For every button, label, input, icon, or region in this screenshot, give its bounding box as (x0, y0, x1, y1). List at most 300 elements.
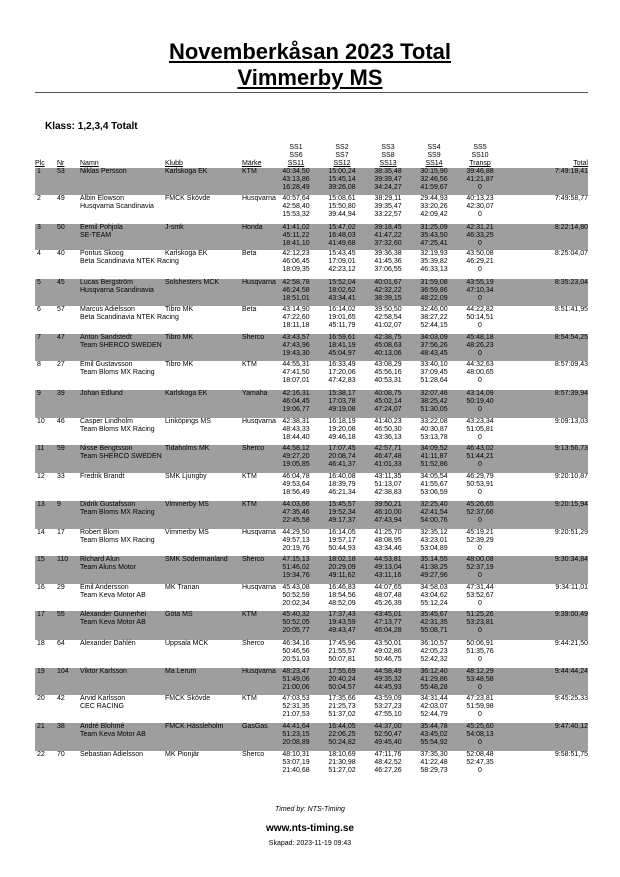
cell-team: Team Keva Motor AB (80, 592, 146, 599)
cell-nr: 39 (57, 390, 65, 397)
cell-total: 9:58:51,75 (554, 751, 588, 758)
cell-total: 8:57:09,43 (554, 361, 588, 368)
cell-brand: Honda (242, 224, 263, 231)
cell-stage-time: 42:31,21 (466, 224, 494, 231)
cell-stage-time: 50:07,81 (328, 656, 356, 663)
cell-stage-time: 46:50,30 (374, 426, 402, 433)
cell-nr: 40 (57, 250, 65, 257)
cell-total: 8:54:54,25 (554, 334, 588, 341)
cell-stage-time: 29:44,93 (420, 195, 448, 202)
cell-stage-time: 16:14,02 (328, 306, 356, 313)
cell-stage-time: 47:41,50 (282, 369, 310, 376)
cell-stage-time: 43:14,09 (466, 390, 494, 397)
cell-stage-time: 48:00,08 (466, 556, 494, 563)
cell-stage-time: 42:30,07 (466, 203, 494, 210)
cell-stage-time: 41:40,23 (374, 418, 402, 425)
cell-plc: 13 (37, 501, 45, 508)
cell-stage-time: 55:54,92 (420, 739, 448, 746)
cell-plc: 12 (37, 473, 45, 480)
cell-stage-time: 51:49,06 (282, 676, 310, 683)
cell-stage-time: 51:30,05 (420, 406, 448, 413)
cell-stage-time: 43:11,35 (374, 473, 402, 480)
cell-stage-time: 42:05,23 (420, 648, 448, 655)
table-row (35, 334, 588, 361)
cell-total: 9:44:21,50 (554, 640, 588, 647)
cell-stage-time: 35:44,78 (420, 723, 448, 730)
cell-stage-time: 53:48,58 (466, 676, 494, 683)
cell-club: FMCK Skövde (165, 195, 211, 202)
cell-stage-time: 49:57,13 (282, 537, 310, 544)
cell-stage-time: 40:34,50 (282, 168, 310, 175)
cell-stage-time: 41:11,87 (420, 453, 448, 460)
cell-stage-time: 48:00,65 (466, 369, 494, 376)
cell-stage-time: 49:35,32 (374, 676, 402, 683)
cell-total: 7:49:58,77 (554, 195, 588, 202)
cell-stage-time: 47:11,76 (374, 751, 402, 758)
cell-total: 9:20:15,94 (554, 501, 588, 508)
cell-stage-time: 51:59,98 (466, 703, 494, 710)
cell-stage-time: 52:47,35 (466, 759, 494, 766)
table-row (35, 751, 588, 780)
table-row (35, 390, 588, 418)
cell-stage-time: 20:02,34 (282, 600, 310, 607)
cell-stage-time: 50:24,82 (328, 739, 356, 746)
cell-stage-time: 0 (478, 406, 482, 413)
cell-plc: 10 (37, 418, 45, 425)
cell-stage-time: 0 (478, 266, 482, 273)
cell-total: 8:57:39,94 (554, 390, 588, 397)
cell-stage-time: 43:59,09 (374, 695, 402, 702)
cell-total: 8:51:41,95 (554, 306, 588, 313)
cell-stage-time: 44:03,66 (282, 501, 310, 508)
cell-stage-time: 53:52,67 (466, 592, 494, 599)
cell-stage-time: 16:33,49 (328, 361, 356, 368)
cell-stage-time: 50:14,51 (466, 314, 494, 321)
cell-stage-time: 44:58,49 (374, 668, 402, 675)
cell-stage-time: 46:33,13 (420, 266, 448, 273)
cell-team: Team Keva Motor AB (80, 731, 146, 738)
cell-stage-time: 48:07,48 (374, 592, 402, 599)
cell-stage-time: 18:02,18 (328, 556, 356, 563)
cell-stage-time: 40:57,64 (282, 195, 310, 202)
cell-stage-time: 51:28,64 (420, 377, 448, 384)
cell-stage-time: 52:37,19 (466, 564, 494, 571)
cell-plc: 2 (37, 195, 41, 202)
cell-stage-time: 16:48,03 (328, 232, 356, 239)
cell-stage-time: 0 (478, 656, 482, 663)
cell-stage-time: 46:41,37 (328, 461, 356, 468)
cell-stage-time: 44:29,50 (282, 529, 310, 536)
cell-stage-time: 34:31,44 (420, 695, 448, 702)
cell-club: Tidaholms MK (165, 445, 210, 452)
cell-stage-time: 46:29,79 (466, 473, 494, 480)
cell-stage-time: 0 (478, 739, 482, 746)
cell-stage-time: 43:45,01 (374, 611, 402, 618)
cell-nr: 49 (57, 195, 65, 202)
cell-total: 9:44:44,24 (554, 668, 588, 675)
cell-club: J-smk (165, 224, 184, 231)
cell-club: Tibro MK (165, 361, 194, 368)
table-row (35, 195, 588, 224)
cell-stage-time: 33:20,26 (420, 203, 448, 210)
cell-stage-time: 53:13,78 (420, 434, 448, 441)
cell-stage-time: 17:37,43 (328, 611, 356, 618)
cell-stage-time: 43:23,01 (420, 537, 448, 544)
cell-brand: Husqvarna (242, 668, 276, 675)
cell-stage-time: 20:05,77 (282, 627, 310, 634)
cell-stage-time: 42:31,35 (420, 619, 448, 626)
cell-stage-time: 34:09,52 (420, 445, 448, 452)
cell-stage-time: 31:59,08 (420, 279, 448, 286)
cell-stage-time: 45:02,14 (374, 398, 402, 405)
cell-stage-time: 51:44,21 (466, 453, 494, 460)
cell-stage-time: 41:25,70 (374, 529, 402, 536)
cell-club: Tibro MK (165, 306, 194, 313)
cell-stage-time: 19:05,85 (282, 461, 310, 468)
cell-name: Johan Edlund (80, 390, 123, 397)
cell-nr: 50 (57, 224, 65, 231)
cell-stage-time: 20:19,76 (282, 545, 310, 552)
cell-club: Ma Lerum (165, 668, 197, 675)
cell-stage-time: 45:43,08 (282, 584, 310, 591)
cell-stage-time: 42:03,07 (420, 703, 448, 710)
header-stage: SS13 (379, 160, 397, 167)
cell-stage-time: 42:09,42 (420, 211, 448, 218)
cell-team: Husqvarna Scandinavia (80, 203, 154, 210)
cell-stage-time: 52:50,47 (374, 731, 402, 738)
cell-stage-time: 43:50,01 (374, 640, 402, 647)
cell-stage-time: 19:01,65 (328, 314, 356, 321)
cell-stage-time: 42:57,71 (374, 445, 402, 452)
cell-club: Vimmerby MS (165, 501, 209, 508)
cell-stage-time: 47:43,94 (374, 517, 402, 524)
cell-stage-time: 45:11,22 (282, 232, 310, 239)
cell-stage-time: 52:08,48 (466, 751, 494, 758)
cell-club: FMCK Hässleholm (165, 723, 224, 730)
cell-stage-time: 36:10,57 (420, 640, 448, 647)
cell-stage-time: 47:42,83 (328, 377, 356, 384)
cell-stage-time: 47:22,60 (282, 314, 310, 321)
cell-stage-time: 37:09,45 (420, 369, 448, 376)
table-row (35, 473, 588, 501)
cell-stage-time: 49:46,18 (328, 434, 356, 441)
cell-brand: Sherco (242, 640, 265, 647)
cell-stage-time: 16:44,05 (328, 723, 356, 730)
cell-stage-time: 39:46,88 (466, 168, 494, 175)
cell-team: Beta Scandinavia NTEK Racing (80, 314, 179, 321)
cell-stage-time: 32:46,00 (420, 306, 448, 313)
cell-stage-time: 48:23,47 (282, 668, 310, 675)
cell-stage-time: 42:23,12 (328, 266, 356, 273)
cell-stage-time: 47:25,41 (420, 240, 448, 247)
cell-stage-time: 40:01,67 (374, 279, 402, 286)
cell-stage-time: 47:31,44 (466, 584, 494, 591)
cell-stage-time: 54:08,13 (466, 731, 494, 738)
cell-total: 8:35:23,04 (554, 279, 588, 286)
header-klubb: Klubb (165, 160, 183, 167)
cell-stage-time: 44:41,64 (282, 723, 310, 730)
cell-stage-time: 43:23,34 (466, 418, 494, 425)
cell-total: 8:22:14,80 (554, 224, 588, 231)
cell-stage-time: 34:58,03 (420, 584, 448, 591)
cell-stage-time: 51:46,02 (282, 564, 310, 571)
header-stage: SS2 (335, 144, 349, 151)
cell-stage-time: 45:26,65 (466, 501, 494, 508)
cell-stage-time: 33:40,10 (420, 361, 448, 368)
cell-total: 7:49:18,41 (554, 168, 588, 175)
cell-nr: 59 (57, 445, 65, 452)
cell-plc: 16 (37, 584, 45, 591)
cell-stage-time: 32:46,56 (420, 176, 448, 183)
created-timestamp: Skapad: 2023-11-19 09:43 (268, 840, 352, 847)
cell-stage-time: 33:22,08 (420, 418, 448, 425)
cell-stage-time: 58:29,73 (420, 767, 448, 774)
table-row (35, 529, 588, 556)
cell-stage-time: 16:59,61 (328, 334, 356, 341)
cell-stage-time: 48:26,23 (466, 342, 494, 349)
cell-stage-time: 16:46,83 (328, 584, 356, 591)
cell-stage-time: 46:27,26 (374, 767, 402, 774)
cell-stage-time: 21:40,68 (282, 767, 310, 774)
cell-stage-time: 18:56,49 (282, 489, 310, 496)
cell-stage-time: 32:07,46 (420, 390, 448, 397)
cell-stage-time: 49:11,62 (328, 572, 356, 579)
cell-nr: 17 (57, 529, 65, 536)
cell-stage-time: 0 (478, 377, 482, 384)
cell-stage-time: 18:39,79 (328, 481, 356, 488)
cell-stage-time: 17:20,06 (328, 369, 356, 376)
cell-stage-time: 20:08,74 (328, 453, 356, 460)
cell-nr: 47 (57, 334, 65, 341)
page-subtitle: Vimmerby MS (237, 65, 383, 90)
cell-stage-time: 0 (478, 600, 482, 607)
cell-stage-time: 43:08,29 (374, 361, 402, 368)
cell-stage-time: 39:26,08 (328, 184, 356, 191)
cell-stage-time: 41:45,36 (374, 258, 402, 265)
cell-stage-time: 51:27,02 (328, 767, 356, 774)
cell-total: 9:47:40,12 (554, 723, 588, 730)
cell-name: Pontus Skoog (80, 250, 124, 257)
cell-stage-time: 15:45,14 (328, 176, 356, 183)
cell-stage-time: 41:29,86 (420, 676, 448, 683)
cell-team: Team Bloms MX Racing (80, 426, 155, 433)
cell-stage-time: 46:04,28 (374, 627, 402, 634)
cell-stage-time: 41:55,67 (420, 481, 448, 488)
cell-stage-time: 17:45,96 (328, 640, 356, 647)
cell-team: Team Aluns Motor (80, 564, 137, 571)
cell-stage-time: 35:39,82 (420, 258, 448, 265)
cell-brand: KTM (242, 473, 257, 480)
cell-stage-time: 44:22,82 (466, 306, 494, 313)
cell-club: Uppsala MCK (165, 640, 209, 647)
cell-stage-time: 20:40,24 (328, 676, 356, 683)
cell-stage-time: 18:02,62 (328, 287, 356, 294)
cell-stage-time: 42:38,83 (374, 489, 402, 496)
cell-stage-time: 39:39,47 (374, 176, 402, 183)
cell-stage-time: 0 (478, 322, 482, 329)
cell-club: SMK Ljungby (165, 473, 207, 480)
cell-nr: 110 (57, 556, 69, 563)
cell-stage-time: 15:00,24 (328, 168, 356, 175)
cell-stage-time: 43:55,19 (466, 279, 494, 286)
cell-stage-time: 53:27,23 (374, 703, 402, 710)
cell-stage-time: 19:57,17 (328, 537, 356, 544)
cell-plc: 15 (37, 556, 45, 563)
cell-stage-time: 54:00,76 (420, 517, 448, 524)
cell-stage-time: 41:41,02 (282, 224, 310, 231)
cell-stage-time: 42:38,75 (374, 334, 402, 341)
cell-stage-time: 19:06,77 (282, 406, 310, 413)
cell-brand: Sherco (242, 556, 265, 563)
cell-stage-time: 46:06,45 (282, 258, 310, 265)
cell-stage-time: 36:12,40 (420, 668, 448, 675)
cell-name: Marcus Adielsson (80, 306, 135, 313)
cell-stage-time: 31:25,09 (420, 224, 448, 231)
cell-nr: 46 (57, 418, 65, 425)
cell-stage-time: 21:07,53 (282, 711, 310, 718)
cell-club: Göta MS (165, 611, 193, 618)
class-label: Klass: 1,2,3,4 Totalt (45, 121, 138, 132)
cell-stage-time: 45:26,39 (374, 600, 402, 607)
cell-stage-time: 30:15,90 (420, 168, 448, 175)
header-stage: SS11 (287, 160, 305, 167)
cell-total: 9:09:13,03 (554, 418, 588, 425)
cell-stage-time: 52:44,79 (420, 711, 448, 718)
cell-name: Lucas Bergström (80, 279, 133, 286)
header-stage: SS3 (381, 144, 395, 151)
cell-name: Casper Lindholm (80, 418, 133, 425)
cell-stage-time: 44:07,65 (374, 584, 402, 591)
cell-stage-time: 41:47,22 (374, 232, 402, 239)
cell-total: 9:20:10,87 (554, 473, 588, 480)
cell-stage-time: 18:51,01 (282, 295, 310, 302)
cell-name: Emil Gustavsson (80, 361, 133, 368)
cell-total: 8:25:04,07 (554, 250, 588, 257)
cell-stage-time: 46:29,21 (466, 258, 494, 265)
header-stage: SS10 (471, 152, 489, 159)
cell-brand: Yamaha (242, 390, 268, 397)
cell-team: Team Bloms MX Racing (80, 509, 155, 516)
cell-stage-time: 49:02,86 (374, 648, 402, 655)
cell-club: Karlskoga EK (165, 168, 208, 175)
cell-stage-time: 43:50,08 (466, 250, 494, 257)
cell-stage-time: 0 (478, 489, 482, 496)
header-stage: SS1 (289, 144, 303, 151)
cell-brand: KTM (242, 611, 257, 618)
cell-stage-time: 41:49,68 (328, 240, 356, 247)
cell-stage-time: 50:44,93 (328, 545, 356, 552)
cell-club: Karlskoga EK (165, 250, 208, 257)
cell-stage-time: 21:30,98 (328, 759, 356, 766)
cell-total: 9:20:51,29 (554, 529, 588, 536)
cell-stage-time: 45:40,32 (282, 611, 310, 618)
cell-stage-time: 0 (478, 684, 482, 691)
cell-stage-time: 17:55,69 (328, 668, 356, 675)
cell-name: Alexander Dahlén (80, 640, 136, 647)
table-row (35, 584, 588, 611)
cell-name: André Blohmé (80, 723, 125, 730)
cell-stage-time: 45:04,97 (328, 350, 356, 357)
cell-stage-time: 35:14,55 (420, 556, 448, 563)
cell-stage-time: 39:35,47 (374, 203, 402, 210)
cell-stage-time: 15:50,80 (328, 203, 356, 210)
cell-brand: GasGas (242, 723, 268, 730)
cell-stage-time: 50:19,40 (466, 398, 494, 405)
cell-stage-time: 49:45,40 (374, 739, 402, 746)
cell-stage-time: 15:38,17 (328, 390, 356, 397)
cell-nr: 64 (57, 640, 65, 647)
cell-stage-time: 47:23,81 (466, 695, 494, 702)
cell-stage-time: 32:35,12 (420, 529, 448, 536)
cell-stage-time: 39:18,45 (374, 224, 402, 231)
cell-stage-time: 0 (478, 184, 482, 191)
cell-stage-time: 35:43,50 (420, 232, 448, 239)
cell-stage-time: 40:08,75 (374, 390, 402, 397)
header-stage: SS6 (289, 152, 303, 159)
cell-total: 9:34:11,01 (555, 584, 588, 591)
cell-stage-time: 40:13,06 (374, 350, 402, 357)
cell-stage-time: 21:55,57 (328, 648, 356, 655)
cell-stage-time: 20:08,89 (282, 739, 310, 746)
cell-total: 9:39:00,49 (554, 611, 588, 618)
cell-stage-time: 46:04,45 (282, 398, 310, 405)
cell-stage-time: 42:41,54 (420, 509, 448, 516)
header-namn: Namn (80, 160, 99, 167)
cell-stage-time: 47:03,53 (282, 695, 310, 702)
cell-stage-time: 47:35,46 (282, 509, 310, 516)
table-row (35, 168, 588, 195)
cell-stage-time: 52:39,29 (466, 537, 494, 544)
cell-stage-time: 44:45,93 (374, 684, 402, 691)
cell-stage-time: 0 (478, 461, 482, 468)
cell-plc: 21 (37, 723, 45, 730)
cell-brand: KTM (242, 361, 257, 368)
cell-plc: 18 (37, 640, 45, 647)
cell-total: 9:13:56,73 (554, 445, 588, 452)
table-row (35, 556, 588, 584)
cell-stage-time: 50:06,91 (466, 640, 494, 647)
table-row (35, 418, 588, 445)
cell-stage-time: 34:24,27 (374, 184, 402, 191)
cell-club: Tibro MK (165, 334, 194, 341)
cell-stage-time: 55:48,28 (420, 684, 448, 691)
cell-total: 9:30:34,84 (554, 556, 588, 563)
cell-stage-time: 49:27,20 (282, 453, 310, 460)
cell-plc: 1 (37, 168, 41, 175)
table-row (35, 445, 588, 473)
cell-stage-time: 0 (478, 572, 482, 579)
table-header (35, 141, 588, 168)
cell-stage-time: 0 (478, 767, 482, 774)
cell-stage-time: 52:44,15 (420, 322, 448, 329)
cell-stage-time: 44:55,31 (282, 361, 310, 368)
cell-stage-time: 19:20,08 (328, 426, 356, 433)
cell-stage-time: 15:52,04 (328, 279, 356, 286)
cell-brand: Husqvarna (242, 529, 276, 536)
cell-brand: KTM (242, 168, 257, 175)
cell-brand: Sherco (242, 445, 265, 452)
cell-stage-time: 38:39,15 (374, 295, 402, 302)
table-row (35, 723, 588, 751)
cell-stage-time: 52:31,35 (282, 703, 310, 710)
cell-stage-time: 41:02,07 (374, 322, 402, 329)
cell-stage-time: 40:53,31 (374, 377, 402, 384)
cell-stage-time: 53:04,89 (420, 545, 448, 552)
timed-by: Timed by: NTS-Timing (275, 806, 345, 813)
cell-club: Solshesters MCK (165, 279, 220, 286)
cell-stage-time: 48:22,09 (420, 295, 448, 302)
cell-stage-time: 34:03,09 (420, 334, 448, 341)
